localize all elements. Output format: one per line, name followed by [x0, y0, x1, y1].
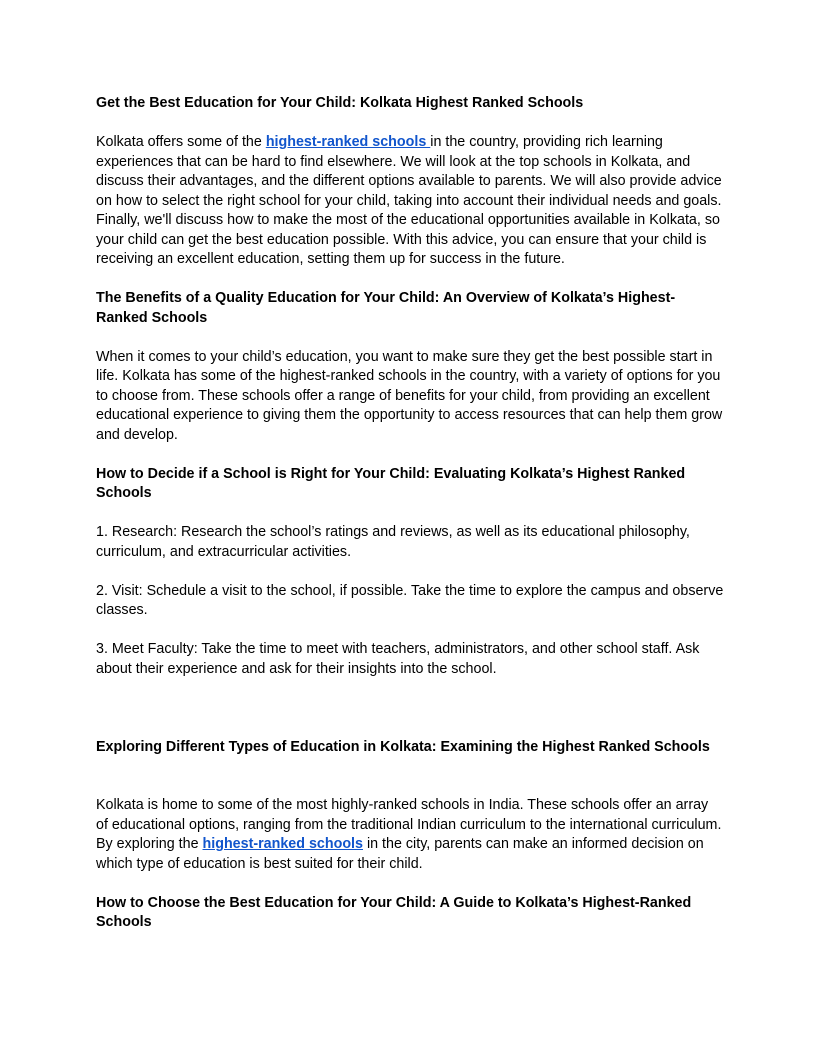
types-text-before: Kolkata is home to some of the most highly-ranked schools in India. These schools offer an array of educational options, ranging from the traditional Indian curriculum to the international curriculum. By exploring the [96, 797, 722, 852]
document-title: Get the Best Education for Your Child: Kolkata Highest Ranked Schools [96, 95, 584, 111]
types-heading: Exploring Different Types of Education in Kolkata: Examining the Highest Ranked Schools [96, 738, 710, 755]
intro-text-after: in the country, providing rich learning experiences that can be hard to find elsewhere. We will look at the top schools in Kolkata, and discuss their advantages, and the different options available to parents. We will also provide advice on how to select the right school for your child, taking into account their individual needs and goals. Finally, we'll discuss how to make the most of the educational opportunities available in Kolkata, so your child can get the best education possible. With this advice, you can ensure that your child is receiving an excellent education, setting them up for success in the future. [96, 134, 722, 267]
benefits-paragraph: When it comes to your child’s education, you want to make sure they get the best possible start in life. Kolkata has some of the highest-ranked schools in the country, with a variety of options for you to choose from. These schools offer a range of benefits for your child, from providing an excellent educational experience to giving them the opportunity to access resources that can help them grow and develop. [96, 348, 723, 443]
types-text-after: in the city, parents can make an informed decision on which type of education is best suited for their child. [96, 836, 704, 872]
benefits-heading: The Benefits of a Quality Education for Your Child: An Overview of Kolkata’s Highest-Ranked Schools [96, 290, 676, 326]
step-research: 1. Research: Research the school’s ratings and reviews, as well as its educational philosophy, curriculum, and extracurricular activities. [96, 524, 690, 560]
step-meet-faculty: 3. Meet Faculty: Take the time to meet with teachers, administrators, and other school staff. Ask about their experience and ask for their insights into the school. [96, 641, 700, 677]
intro-paragraph [96, 133, 724, 270]
types-paragraph [96, 796, 724, 874]
choose-heading: How to Choose the Best Education for Your Child: A Guide to Kolkata’s Highest-Ranked Schools [96, 894, 692, 930]
intro-text-before: Kolkata offers some of the [96, 134, 266, 150]
highest-ranked-schools-link-2[interactable]: highest-ranked schools [202, 836, 363, 852]
decide-heading: How to Decide if a School is Right for Your Child: Evaluating Kolkata’s Highest Ranked Schools [96, 465, 686, 501]
step-visit: 2. Visit: Schedule a visit to the school, if possible. Take the time to explore the campus and observe classes. [96, 582, 724, 618]
highest-ranked-schools-link[interactable]: highest-ranked schools [265, 134, 431, 150]
document-page [96, 94, 724, 933]
